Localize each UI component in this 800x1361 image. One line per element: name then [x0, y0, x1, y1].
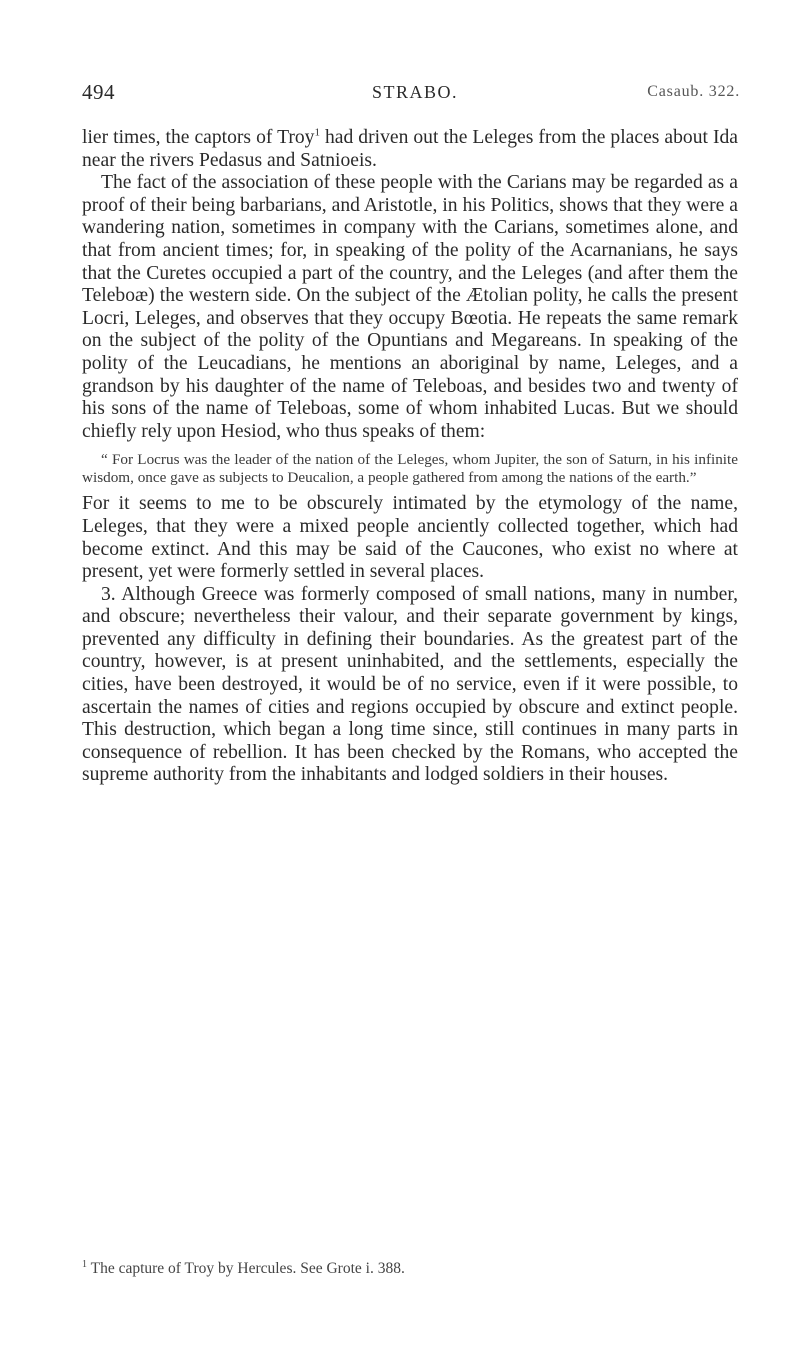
running-head — [82, 80, 740, 110]
footnote — [82, 1260, 738, 1278]
paragraph-continuation-text: lier times, the captors of Troy — [82, 127, 315, 148]
footnote-mark: 1 — [82, 1258, 87, 1270]
paragraph-section-3: 3. Although Greece was formerly composed of small nations, many in number, and obscure; nevertheless their valour, and their separate government by kings, prevented any difficulty in defining their boundaries. As the greatest part of the country, however, is at present uninhabited, and the settlements, especially the cities, have been destroyed, it would be of no service, even if it were possible, to ascertain the names of cities and regions occupied by obscure and extinct people. This destruction, which began a long time since, still continues in many parts in consequence of rebellion. It has been checked by the Romans, who accepted the supreme authority from the inhabitants and lodged soldiers in their houses. — [82, 583, 738, 786]
paragraph-etymology: For it seems to me to be obscurely intimated by the etymology of the name, Leleges, that they were a mixed people anciently collected together, which had become extinct. And this may be said of the Caucones, who exist no where at present, yet were formerly settled in several places. — [82, 493, 738, 583]
paragraph-aristotle: The fact of the association of these people with the Carians may be regarded as a proof of their being barbarians, and Aristotle, in his Politics, shows that they were a wandering nation, sometimes in company with the Carians, sometimes alone, and that from ancient times; for, in speaking of the polity of the Acarnanians, he says that the Curetes occupied a part of the country, and the Leleges (and after them the Teleboæ) the western side. On the subject of the Ætolian polity, he calls the present Locri, Leleges, and observes that they occupy Bœotia. He repeats the same remark on the subject of the polity of the Opuntians and Megareans. In speaking of the polity of the Leucadians, he mentions an aboriginal by name, Leleges, and a grandson by his daughter of the name of Teleboas, and besides two and twenty of his sons of the name of Teleboas, some of whom inhabited Lucas. But we should chiefly rely upon Hesiod, who thus speaks of them: — [82, 172, 738, 442]
footnote-reference: 1 — [314, 126, 320, 139]
main-text — [82, 127, 738, 787]
paragraph-continuation-text-end: had driven out the Leleges from the places about Ida near the rivers Pedasus and Satnioeis. — [82, 127, 738, 171]
hesiod-quotation: “ For Locrus was the leader of the nation of the Leleges, whom Jupiter, the son of Saturn, in his infinite wisdom, once gave as subjects to Deucalion, a people gathered from among the nations of the earth.” — [82, 451, 738, 487]
running-title: STRABO. — [372, 82, 459, 102]
page-number: 494 — [82, 80, 115, 104]
footnote-text: The capture of Troy by Hercules. See Grote i. 388. — [87, 1260, 405, 1277]
paragraph-continuation — [82, 127, 738, 172]
edition-reference: Casaub. 322. — [647, 83, 740, 100]
